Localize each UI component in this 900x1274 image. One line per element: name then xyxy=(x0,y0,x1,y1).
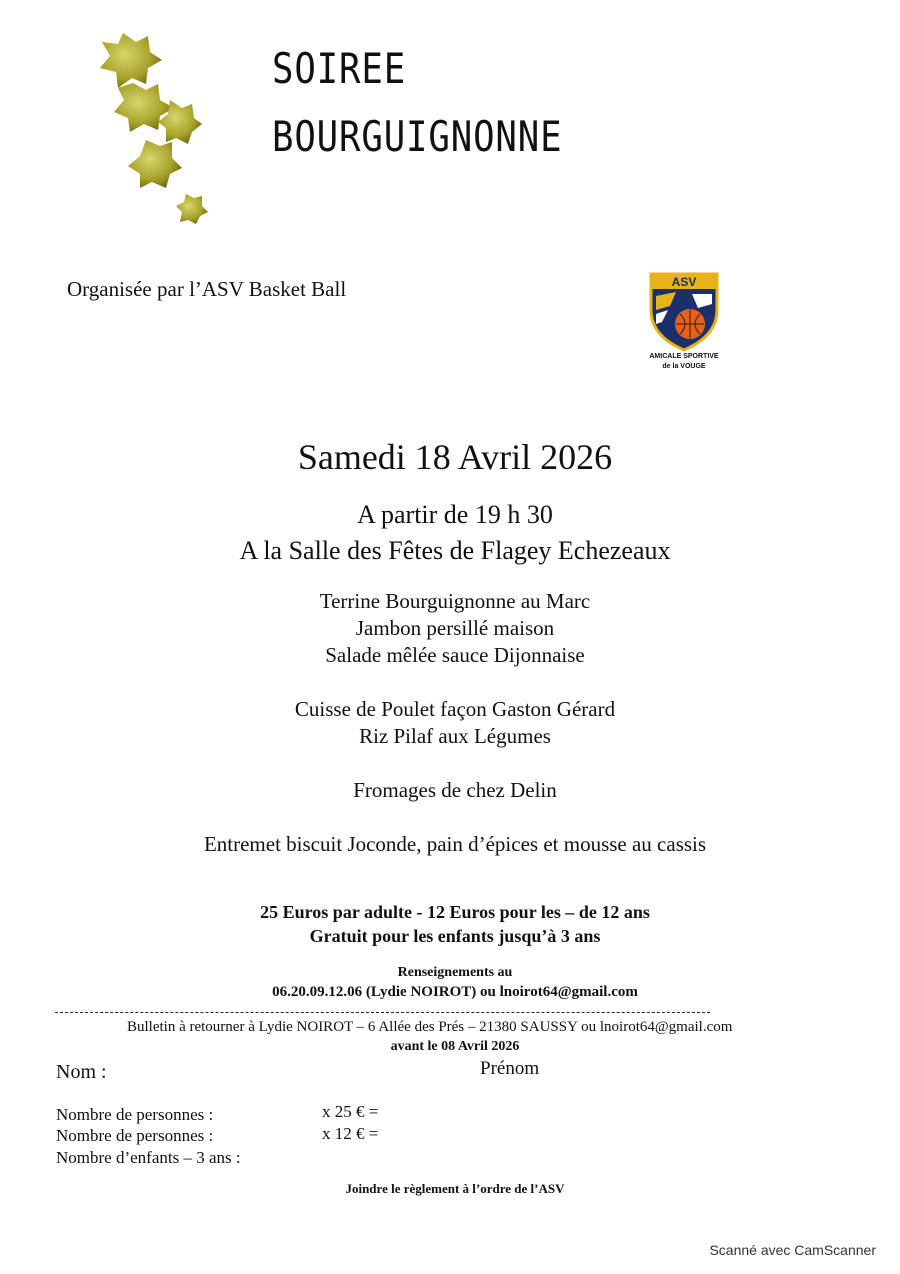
pricing-line-2: Gratuit pour les enfants jusqu’à 3 ans xyxy=(309,926,601,946)
menu-main-2: Riz Pilaf aux Légumes xyxy=(359,724,551,748)
pricing-line-1: 25 Euros par adulte - 12 Euros pour les – de 12 ans xyxy=(260,902,650,922)
info-contact: 06.20.09.12.06 (Lydie NOIROT) ou lnoirot64@gmail.com xyxy=(272,984,638,1000)
menu-starter-2: Jambon persillé maison xyxy=(355,616,555,640)
return-deadline: avant le 08 Avril 2026 xyxy=(390,1039,520,1054)
leaf-icon xyxy=(100,33,162,88)
vine-leaves-decoration xyxy=(88,28,218,228)
info-heading: Renseignements au xyxy=(397,965,513,980)
asv-shield-icon xyxy=(636,270,732,352)
payment-note: Joindre le règlement à l’ordre de l’ASV xyxy=(345,1181,565,1196)
row-adult-label: Nombre de personnes : xyxy=(56,1105,214,1124)
cut-line-divider xyxy=(55,1012,710,1013)
menu-cheese: Fromages de chez Delin xyxy=(353,778,557,802)
row-adult-price: x 25 € = xyxy=(322,1102,379,1121)
logo-text-line2: de la VOUGE xyxy=(662,363,706,370)
row-child-label: Nombre de personnes : xyxy=(56,1126,214,1145)
asv-badge-text: ASV xyxy=(671,275,697,289)
row-child-price: x 12 € = xyxy=(322,1124,379,1143)
logo-text-line1: AMICALE SPORTIVE xyxy=(649,353,719,360)
menu-starter-3: Salade mêlée sauce Dijonnaise xyxy=(325,643,585,667)
menu-main-1: Cuisse de Poulet façon Gaston Gérard xyxy=(294,697,616,721)
nom-label: Nom : xyxy=(56,1061,107,1083)
scanner-watermark: Scanné avec CamScanner xyxy=(709,1242,876,1258)
menu-starter-1: Terrine Bourguignonne au Marc xyxy=(319,589,591,613)
return-instructions: Bulletin à retourner à Lydie NOIROT – 6 Allée des Prés – 21380 SAUSSY ou lnoirot64@gmail.com xyxy=(127,1019,733,1035)
event-venue: A la Salle des Fêtes de Flagey Echezeaux xyxy=(239,536,671,565)
title-line-1: SOIREE xyxy=(272,44,407,93)
asv-logo xyxy=(636,270,732,380)
event-date: Samedi 18 Avril 2026 xyxy=(297,437,613,477)
event-time: A partir de 19 h 30 xyxy=(357,500,553,529)
row-toddler-label: Nombre d’enfants – 3 ans : xyxy=(56,1148,241,1167)
leaf-icon xyxy=(128,140,182,188)
organiser-text: Organisée par l’ASV Basket Ball xyxy=(67,277,347,301)
prenom-label: Prénom xyxy=(480,1058,540,1079)
menu-dessert: Entremet biscuit Joconde, pain d’épices et mousse au cassis xyxy=(203,832,707,856)
title-line-2: BOURGUIGNONNE xyxy=(272,112,563,161)
leaf-icon xyxy=(176,194,208,224)
